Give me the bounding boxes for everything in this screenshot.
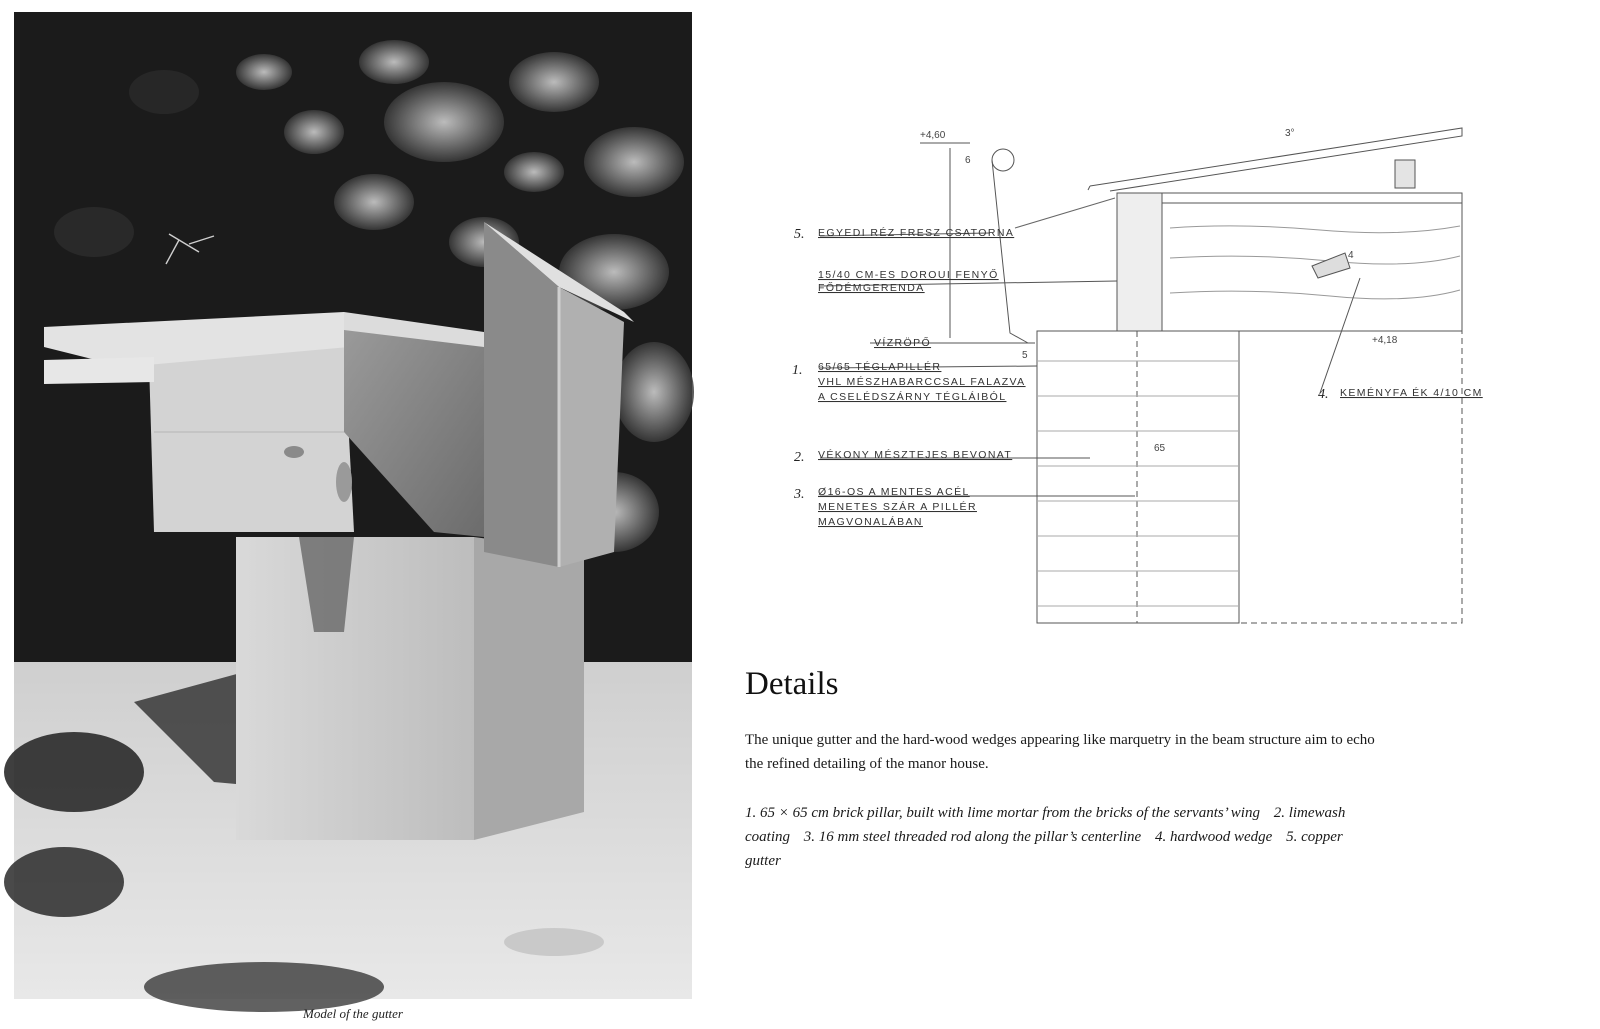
label-vizropo: VÍZRÖPŐ: [874, 337, 932, 349]
legend-item-4: 4. hardwood wedge: [1154, 829, 1273, 845]
label-1-line-2: VHL MÉSZHABARCCSAL FALAZVA: [818, 376, 1026, 388]
slope-dim: 3°: [1285, 128, 1295, 139]
gutter-model-photo: [14, 12, 692, 999]
legend-paragraph: [745, 801, 1385, 873]
intro-paragraph: The unique gutter and the hard-wood wedges appearing like marquetry in the beam structure aim to echo the refined detailing of the manor house.: [745, 732, 1375, 772]
label-1-line-1: 65/65 TÉGLAPILLÉR: [818, 361, 942, 373]
legend-item-5: 5. copper gutter: [745, 829, 1343, 869]
label-beam-line-1: 15/40 CM-ES DOROUI FENYŐ: [818, 269, 999, 281]
label-2-line-1: VÉKONY MÉSZTEJES BEVONAT: [818, 449, 1013, 461]
label-3-line-3: MAGVONALÁBAN: [818, 516, 923, 528]
label-4-line-1: KEMÉNYFA ÉK 4/10 CM: [1340, 387, 1483, 399]
pillar-dim: 65: [1154, 443, 1166, 454]
top-level-dim: +4,60: [920, 130, 946, 141]
legend-item-1: 1. 65 × 65 cm brick pillar, built with lime mortar from the bricks of the servants’ wing: [745, 805, 1260, 821]
legend-item-3: 3. 16 mm steel threaded rod along the pillar’s centerline: [803, 829, 1142, 845]
small-six-dim: 6: [965, 155, 971, 166]
label-1-num: 1.: [792, 363, 803, 378]
section-title: Details: [745, 666, 839, 702]
photo-illustration: [14, 12, 692, 999]
label-5-num: 5.: [794, 227, 805, 242]
label-3-num: 3.: [794, 487, 805, 502]
label-3-line-1: Ø16-OS A MENTES ACÉL: [818, 486, 970, 498]
label-3-line-2: MENETES SZÁR A PILLÉR: [818, 501, 977, 513]
small-five-dim: 5: [1022, 350, 1028, 361]
small-four-dim: 4: [1348, 250, 1354, 261]
section-sketch: [792, 118, 1535, 648]
label-2-num: 2.: [794, 450, 805, 465]
section-drawing: [792, 118, 1535, 648]
label-4-num: 4.: [1318, 387, 1329, 402]
label-5-line-1: EGYEDI RÉZ FRESZ CSATORNA: [818, 227, 1015, 239]
right-level-dim: +4,18: [1372, 335, 1398, 346]
legend-item-2: 2. limewash coating: [745, 805, 1346, 845]
label-beam-line-2: FŐDÉMGERENDA: [818, 282, 925, 294]
label-1-line-3: A CSELÉDSZÁRNY TÉGLÁIBÓL: [818, 391, 1007, 403]
photo-caption: Model of the gutter: [302, 1006, 403, 1021]
